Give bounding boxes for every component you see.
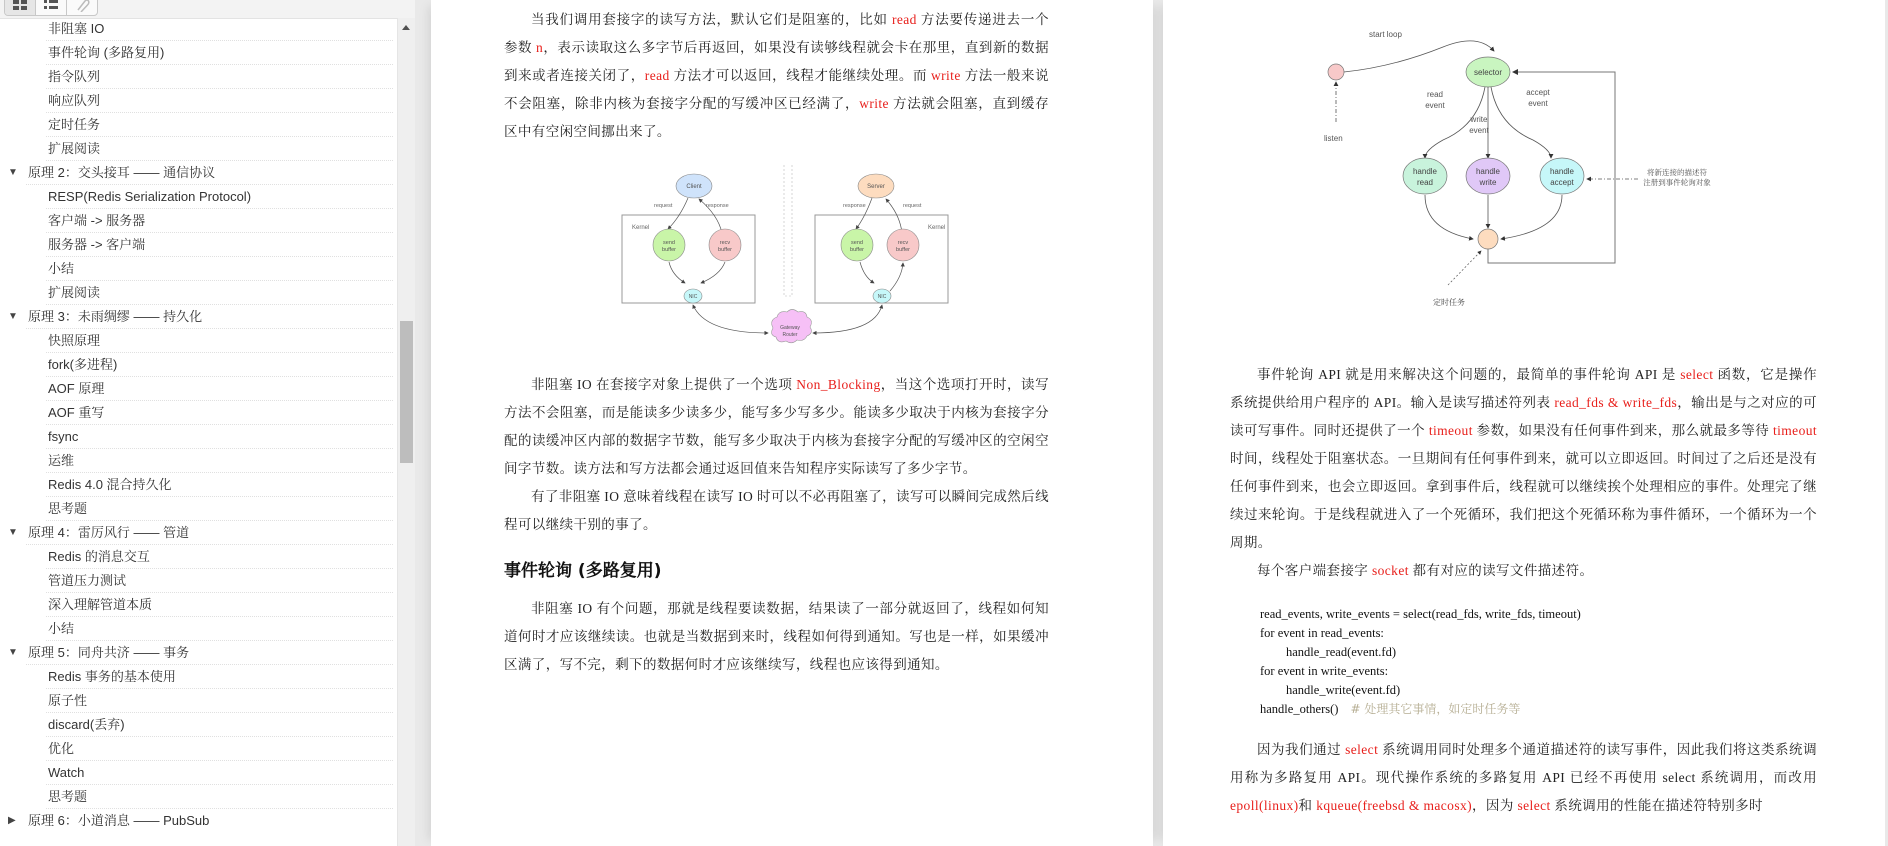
toc-row-content bbox=[46, 41, 393, 65]
toc-item[interactable] bbox=[0, 473, 397, 497]
toc-row-content bbox=[46, 233, 393, 257]
toc-label: 事件轮询 (多路复用) bbox=[48, 45, 165, 60]
svg-text:定时任务: 定时任务 bbox=[1433, 298, 1465, 307]
text-run: 非阻塞 IO 有个问题，那就是线程要读数据，结果读了一部分就返回了，线程如何知道何时才应该继续读。也就是当数据到来时，线程如何得到通知。写也是一样，如果缓冲区满了，写不完，剩下的数据何时才应该继续写，线程也应该得到通知。 bbox=[504, 601, 1049, 672]
expanded-triangle-icon[interactable]: ▼ bbox=[8, 647, 18, 658]
highlighted-term: write bbox=[859, 96, 889, 111]
toc-row-content bbox=[46, 617, 393, 641]
highlighted-term: select bbox=[1680, 367, 1714, 382]
toc-label: 扩展阅读 bbox=[48, 285, 101, 300]
text-run: 事件轮询 API 就是用来解决这个问题的，最简单的事件轮询 API 是 bbox=[1257, 367, 1681, 382]
toc-label: 响应队列 bbox=[48, 93, 101, 108]
toc-row-content bbox=[26, 161, 393, 185]
table-of-contents bbox=[0, 0, 397, 826]
text-run: 方法才可以返回，线程才能继续处理。而 bbox=[669, 68, 931, 83]
toc-label: 客户端 -> 服务器 bbox=[48, 213, 146, 228]
toc-item[interactable] bbox=[0, 689, 397, 713]
toc-item[interactable] bbox=[0, 233, 397, 257]
highlighted-term: socket bbox=[1371, 563, 1409, 578]
svg-text:event: event bbox=[1528, 99, 1548, 108]
svg-text:Client: Client bbox=[686, 184, 702, 190]
highlighted-term: Non_Blocking bbox=[796, 377, 881, 392]
toc-row-content bbox=[26, 641, 393, 665]
grid-view-icon bbox=[12, 0, 28, 11]
toc-row-content bbox=[46, 593, 393, 617]
toc-row-content bbox=[46, 761, 393, 785]
attachment-icon bbox=[74, 0, 90, 12]
toc-item[interactable] bbox=[0, 65, 397, 89]
toc-row-content bbox=[46, 89, 393, 113]
code-text: for event in read_events: bbox=[1260, 626, 1384, 640]
thumbnail-view-button[interactable] bbox=[5, 0, 36, 15]
text-run: ，输出是与之对应的可读可写事件。同时还提供了一个 bbox=[1230, 395, 1818, 438]
toc-row-content bbox=[46, 185, 393, 209]
text-run: 系统调用同时处理多个通道描述符的读写事件，因此我们将这类系统调用称为多路复用 API。现代操作系统的多路复用 API 已经不再使用 select 系统调用，而改用 bbox=[1230, 742, 1817, 785]
outline-view-button[interactable] bbox=[36, 0, 67, 15]
svg-text:accept: accept bbox=[1550, 178, 1574, 187]
paragraph-non-blocking bbox=[504, 371, 1049, 483]
toc-label: 管道压力测试 bbox=[48, 573, 127, 588]
toc-item[interactable] bbox=[0, 137, 397, 161]
toc-item[interactable] bbox=[0, 17, 397, 41]
collapsed-triangle-icon[interactable]: ▶ bbox=[8, 815, 16, 826]
text-run: 当我们调用套接字的读写方法，默认它们是阻塞的，比如 bbox=[531, 12, 892, 27]
toc-row-content bbox=[46, 665, 393, 689]
toc-label: fsync bbox=[48, 429, 79, 444]
attachments-view-button[interactable] bbox=[67, 0, 97, 15]
toc-row-content bbox=[46, 113, 393, 137]
svg-text:buffer: buffer bbox=[662, 247, 676, 253]
toc-label: 服务器 -> 客户端 bbox=[48, 237, 146, 252]
toc-label: 小结 bbox=[48, 621, 75, 636]
view-toggle-group bbox=[4, 0, 98, 16]
scrollbar-thumb[interactable] bbox=[400, 321, 413, 463]
svg-text:accept: accept bbox=[1526, 88, 1550, 97]
code-line bbox=[1260, 681, 1820, 700]
svg-text:Router: Router bbox=[782, 332, 798, 338]
sidebar-toolbar bbox=[0, 0, 415, 19]
toc-row-content bbox=[26, 305, 393, 329]
code-text: read_events, write_events = select(read_fds, write_fds, timeout) bbox=[1260, 607, 1581, 621]
svg-text:Kernel: Kernel bbox=[928, 225, 946, 231]
svg-text:request: request bbox=[903, 203, 922, 209]
code-line bbox=[1260, 605, 1820, 624]
svg-text:Server: Server bbox=[867, 184, 885, 190]
toc-label: 定时任务 bbox=[48, 117, 101, 132]
svg-text:handle: handle bbox=[1549, 167, 1575, 176]
toc-section[interactable] bbox=[0, 809, 397, 826]
text-run: 参数，如果没有任何事件到来，那么就最多等待 bbox=[1472, 423, 1773, 438]
svg-text:recv: recv bbox=[897, 240, 909, 246]
toc-label: 运维 bbox=[48, 453, 75, 468]
toc-row-content bbox=[46, 449, 393, 473]
svg-text:buffer: buffer bbox=[718, 247, 732, 253]
toc-row-content bbox=[46, 137, 393, 161]
toc-label: RESP(Redis Serialization Protocol) bbox=[48, 189, 252, 204]
code-line bbox=[1260, 662, 1820, 681]
svg-text:start loop: start loop bbox=[1369, 30, 1402, 39]
highlighted-term: timeout bbox=[1428, 423, 1473, 438]
svg-text:read: read bbox=[1426, 90, 1444, 99]
toc-row-content bbox=[46, 425, 393, 449]
toc-label: 快照原理 bbox=[48, 333, 101, 348]
toc-row-content bbox=[46, 737, 393, 761]
toc-row-content bbox=[46, 785, 393, 809]
toc-row-content bbox=[46, 353, 393, 377]
toc-label: 原理 3：未雨绸缪 —— 持久化 bbox=[28, 309, 203, 324]
toc-item[interactable] bbox=[0, 41, 397, 65]
toc-row-content bbox=[46, 281, 393, 305]
text-run: 因为我们通过 bbox=[1257, 742, 1346, 757]
toc-label: Redis 的消息交互 bbox=[48, 549, 150, 564]
paragraph-socket-descriptors bbox=[1230, 557, 1817, 585]
document-page-left bbox=[431, 0, 1153, 846]
text-run: 有了非阻塞 IO 意味着线程在读写 IO 时可以不必再阻塞了，读写可以瞬间完成然后线程可以继续干别的事了。 bbox=[504, 489, 1049, 532]
highlighted-term: write bbox=[930, 68, 961, 83]
toc-label: Watch bbox=[48, 765, 85, 780]
highlighted-term: select bbox=[1517, 798, 1551, 813]
code-block-select-loop bbox=[1260, 605, 1820, 719]
expanded-triangle-icon[interactable]: ▼ bbox=[8, 527, 18, 538]
toc-label: 深入理解管道本质 bbox=[48, 597, 153, 612]
code-line bbox=[1260, 624, 1820, 643]
toc-item[interactable] bbox=[0, 545, 397, 569]
toc-label: fork(多进程) bbox=[48, 357, 118, 372]
toc-row-content bbox=[26, 809, 393, 826]
toc-label: 原理 6：小道消息 —— PubSub bbox=[28, 813, 210, 826]
toc-row-content bbox=[46, 713, 393, 737]
toc-row-content bbox=[46, 209, 393, 233]
toc-section[interactable] bbox=[0, 641, 397, 665]
paragraph-event-polling-api bbox=[1230, 361, 1817, 557]
code-comment: # 处理其它事情，如定时任务等 bbox=[1350, 702, 1521, 716]
expanded-triangle-icon[interactable]: ▼ bbox=[8, 311, 18, 322]
toc-item[interactable] bbox=[0, 113, 397, 137]
toc-item[interactable] bbox=[0, 737, 397, 761]
toc-row-content bbox=[46, 473, 393, 497]
document-page-right bbox=[1163, 0, 1885, 846]
text-run: 函数，它是操作系统提供给用户程序的 API。输入是读写描述符列表 bbox=[1230, 367, 1818, 410]
toc-row-content bbox=[46, 257, 393, 281]
toc-item[interactable] bbox=[0, 665, 397, 689]
toc-label: Redis 4.0 混合持久化 bbox=[48, 477, 172, 492]
toc-item[interactable] bbox=[0, 785, 397, 809]
highlighted-term: n bbox=[536, 40, 544, 55]
svg-text:request: request bbox=[654, 203, 673, 209]
toc-row-content bbox=[46, 497, 393, 521]
svg-text:注册到事件轮询对象: 注册到事件轮询对象 bbox=[1643, 178, 1711, 187]
toc-item[interactable] bbox=[0, 761, 397, 785]
highlighted-term: read_fds & write_fds bbox=[1554, 395, 1678, 410]
toc-item[interactable] bbox=[0, 281, 397, 305]
svg-text:buffer: buffer bbox=[896, 247, 910, 253]
toc-item[interactable] bbox=[0, 449, 397, 473]
list-view-icon bbox=[43, 0, 59, 11]
expanded-triangle-icon[interactable]: ▼ bbox=[8, 167, 18, 178]
toc-label: 思考题 bbox=[48, 501, 88, 516]
highlighted-term: kqueue(freebsd & macosx) bbox=[1316, 798, 1473, 813]
toc-item[interactable] bbox=[0, 329, 397, 353]
toc-label: Redis 事务的基本使用 bbox=[48, 669, 176, 684]
toc-row-content bbox=[46, 377, 393, 401]
svg-text:write: write bbox=[1470, 115, 1488, 124]
text-run: 非阻塞 IO 在套接字对象上提供了一个选项 bbox=[531, 377, 797, 392]
diagram-socket-buffers bbox=[610, 165, 960, 350]
svg-text:将新连接的描述符: 将新连接的描述符 bbox=[1647, 168, 1707, 177]
toc-item[interactable] bbox=[0, 89, 397, 113]
toc-item[interactable] bbox=[0, 257, 397, 281]
code-text: for event in write_events: bbox=[1260, 664, 1389, 678]
toc-row-content bbox=[46, 689, 393, 713]
paragraph-multiplexing bbox=[1230, 736, 1817, 820]
toc-label: 思考题 bbox=[48, 789, 88, 804]
svg-text:event: event bbox=[1425, 101, 1445, 110]
section-heading-event-polling: 事件轮询 (多路复用) bbox=[504, 561, 662, 581]
svg-text:send: send bbox=[851, 240, 863, 246]
text-run: 方法一般来说不会阻塞，除非内核为套接字分配的写缓冲区已经满了， bbox=[504, 68, 1049, 111]
text-run: 每个客户端套接字 bbox=[1257, 563, 1372, 578]
text-run: 时间，线程处于阻塞状态。一旦期间有任何事件到来，就可以立即返回。时间过了之后还是没有任何事件到来，也会立即返回。拿到事件后，线程就可以继续挨个处理相应的事件。处理完了继续过来轮询。于是线程就进入了一个死循环，我们把这个死循环称为事件循环，一个循环为一个周期。 bbox=[1230, 451, 1817, 550]
toc-label: 小结 bbox=[48, 261, 75, 276]
code-text: handle_write(event.fd) bbox=[1286, 683, 1401, 697]
diagram-event-loop bbox=[1313, 15, 1733, 345]
svg-text:event: event bbox=[1469, 126, 1489, 135]
code-text: handle_others() bbox=[1260, 702, 1339, 716]
toc-item[interactable] bbox=[0, 713, 397, 737]
svg-text:Gateway: Gateway bbox=[780, 325, 800, 331]
svg-text:recv: recv bbox=[719, 240, 731, 246]
toc-section[interactable] bbox=[0, 521, 397, 545]
toc-label: 原理 5：同舟共济 —— 事务 bbox=[28, 645, 190, 660]
svg-text:handle: handle bbox=[1412, 167, 1438, 176]
svg-text:response: response bbox=[706, 203, 729, 209]
sidebar-scrollbar[interactable] bbox=[397, 18, 415, 846]
highlighted-term: read bbox=[644, 68, 670, 83]
scroll-up-arrow-icon[interactable] bbox=[402, 25, 410, 30]
svg-text:selector: selector bbox=[1473, 68, 1503, 77]
svg-text:response: response bbox=[843, 203, 866, 209]
toc-row-content bbox=[46, 545, 393, 569]
toc-section[interactable] bbox=[0, 305, 397, 329]
toc-item[interactable] bbox=[0, 185, 397, 209]
svg-text:Kernel: Kernel bbox=[632, 225, 650, 231]
toc-item[interactable] bbox=[0, 353, 397, 377]
paragraph-non-blocking-benefit bbox=[504, 483, 1049, 539]
toc-item[interactable] bbox=[0, 425, 397, 449]
toc-item[interactable] bbox=[0, 377, 397, 401]
toc-row-content bbox=[46, 329, 393, 353]
svg-text:read: read bbox=[1416, 178, 1434, 187]
toc-item[interactable] bbox=[0, 401, 397, 425]
text-run: 系统调用的性能在描述符特别多时 bbox=[1550, 798, 1763, 813]
text-run: ，当这个选项打开时，读写方法不会阻塞，而是能读多少读多少，能写多少写多少。能读多少取决于内核为套接字分配的读缓冲区内部的数据字节数，能写多少取决于内核为套接字分配的写缓冲区的空闲空间字节数。读方法和写方法都会通过返回值来告知程序实际读写了多少字节。 bbox=[504, 377, 1049, 476]
svg-text:buffer: buffer bbox=[850, 247, 864, 253]
sidebar bbox=[0, 0, 415, 846]
svg-text:send: send bbox=[663, 240, 675, 246]
svg-text:write: write bbox=[1479, 178, 1497, 187]
text-run: 方法要传递进去一个参数 bbox=[504, 12, 1049, 55]
code-line bbox=[1260, 643, 1820, 662]
toc-item[interactable] bbox=[0, 593, 397, 617]
text-run: ，因为 bbox=[1472, 798, 1518, 813]
toc-label: 原理 2：交头接耳 —— 通信协议 bbox=[28, 165, 216, 180]
toc-row-content bbox=[46, 569, 393, 593]
svg-text:NIC: NIC bbox=[877, 294, 887, 300]
toc-label: 非阻塞 IO bbox=[48, 21, 105, 36]
toc-item[interactable] bbox=[0, 569, 397, 593]
text-run: 和 bbox=[1298, 798, 1317, 813]
toc-label: discard(丢弃) bbox=[48, 717, 125, 732]
paragraph-blocking-io bbox=[504, 6, 1049, 146]
svg-text:handle: handle bbox=[1475, 167, 1501, 176]
toc-row-content bbox=[46, 65, 393, 89]
highlighted-term: epoll(linux) bbox=[1230, 798, 1299, 813]
paragraph-non-blocking-problem bbox=[504, 595, 1049, 679]
svg-text:listen: listen bbox=[1324, 134, 1343, 143]
toc-label: 原子性 bbox=[48, 693, 88, 708]
toc-section[interactable] bbox=[0, 161, 397, 185]
toc-row-content bbox=[46, 17, 393, 41]
toc-label: 原理 4：雷厉风行 —— 管道 bbox=[28, 525, 190, 540]
highlighted-term: timeout bbox=[1772, 423, 1818, 438]
text-run: 都有对应的读写文件描述符。 bbox=[1408, 563, 1594, 578]
svg-text:NIC: NIC bbox=[688, 294, 698, 300]
toc-row-content bbox=[46, 401, 393, 425]
toc-row-content bbox=[26, 521, 393, 545]
text-run: 方法就会阻塞，直到缓存区中有空闲空间挪出来了。 bbox=[504, 96, 1049, 139]
highlighted-term: read bbox=[891, 12, 917, 27]
highlighted-term: select bbox=[1345, 742, 1379, 757]
toc-label: AOF 重写 bbox=[48, 405, 105, 420]
toc-label: AOF 原理 bbox=[48, 381, 105, 396]
code-text: handle_read(event.fd) bbox=[1286, 645, 1397, 659]
text-run: ，表示读取这么多字节后再返回，如果没有读够线程就会卡在那里，直到新的数据到来或者连接关闭了， bbox=[504, 40, 1049, 83]
code-line bbox=[1260, 700, 1820, 719]
toc-label: 优化 bbox=[48, 741, 75, 756]
toc-label: 指令队列 bbox=[48, 69, 101, 84]
toc-item[interactable] bbox=[0, 497, 397, 521]
toc-item[interactable] bbox=[0, 209, 397, 233]
toc-label: 扩展阅读 bbox=[48, 141, 101, 156]
toc-item[interactable] bbox=[0, 617, 397, 641]
